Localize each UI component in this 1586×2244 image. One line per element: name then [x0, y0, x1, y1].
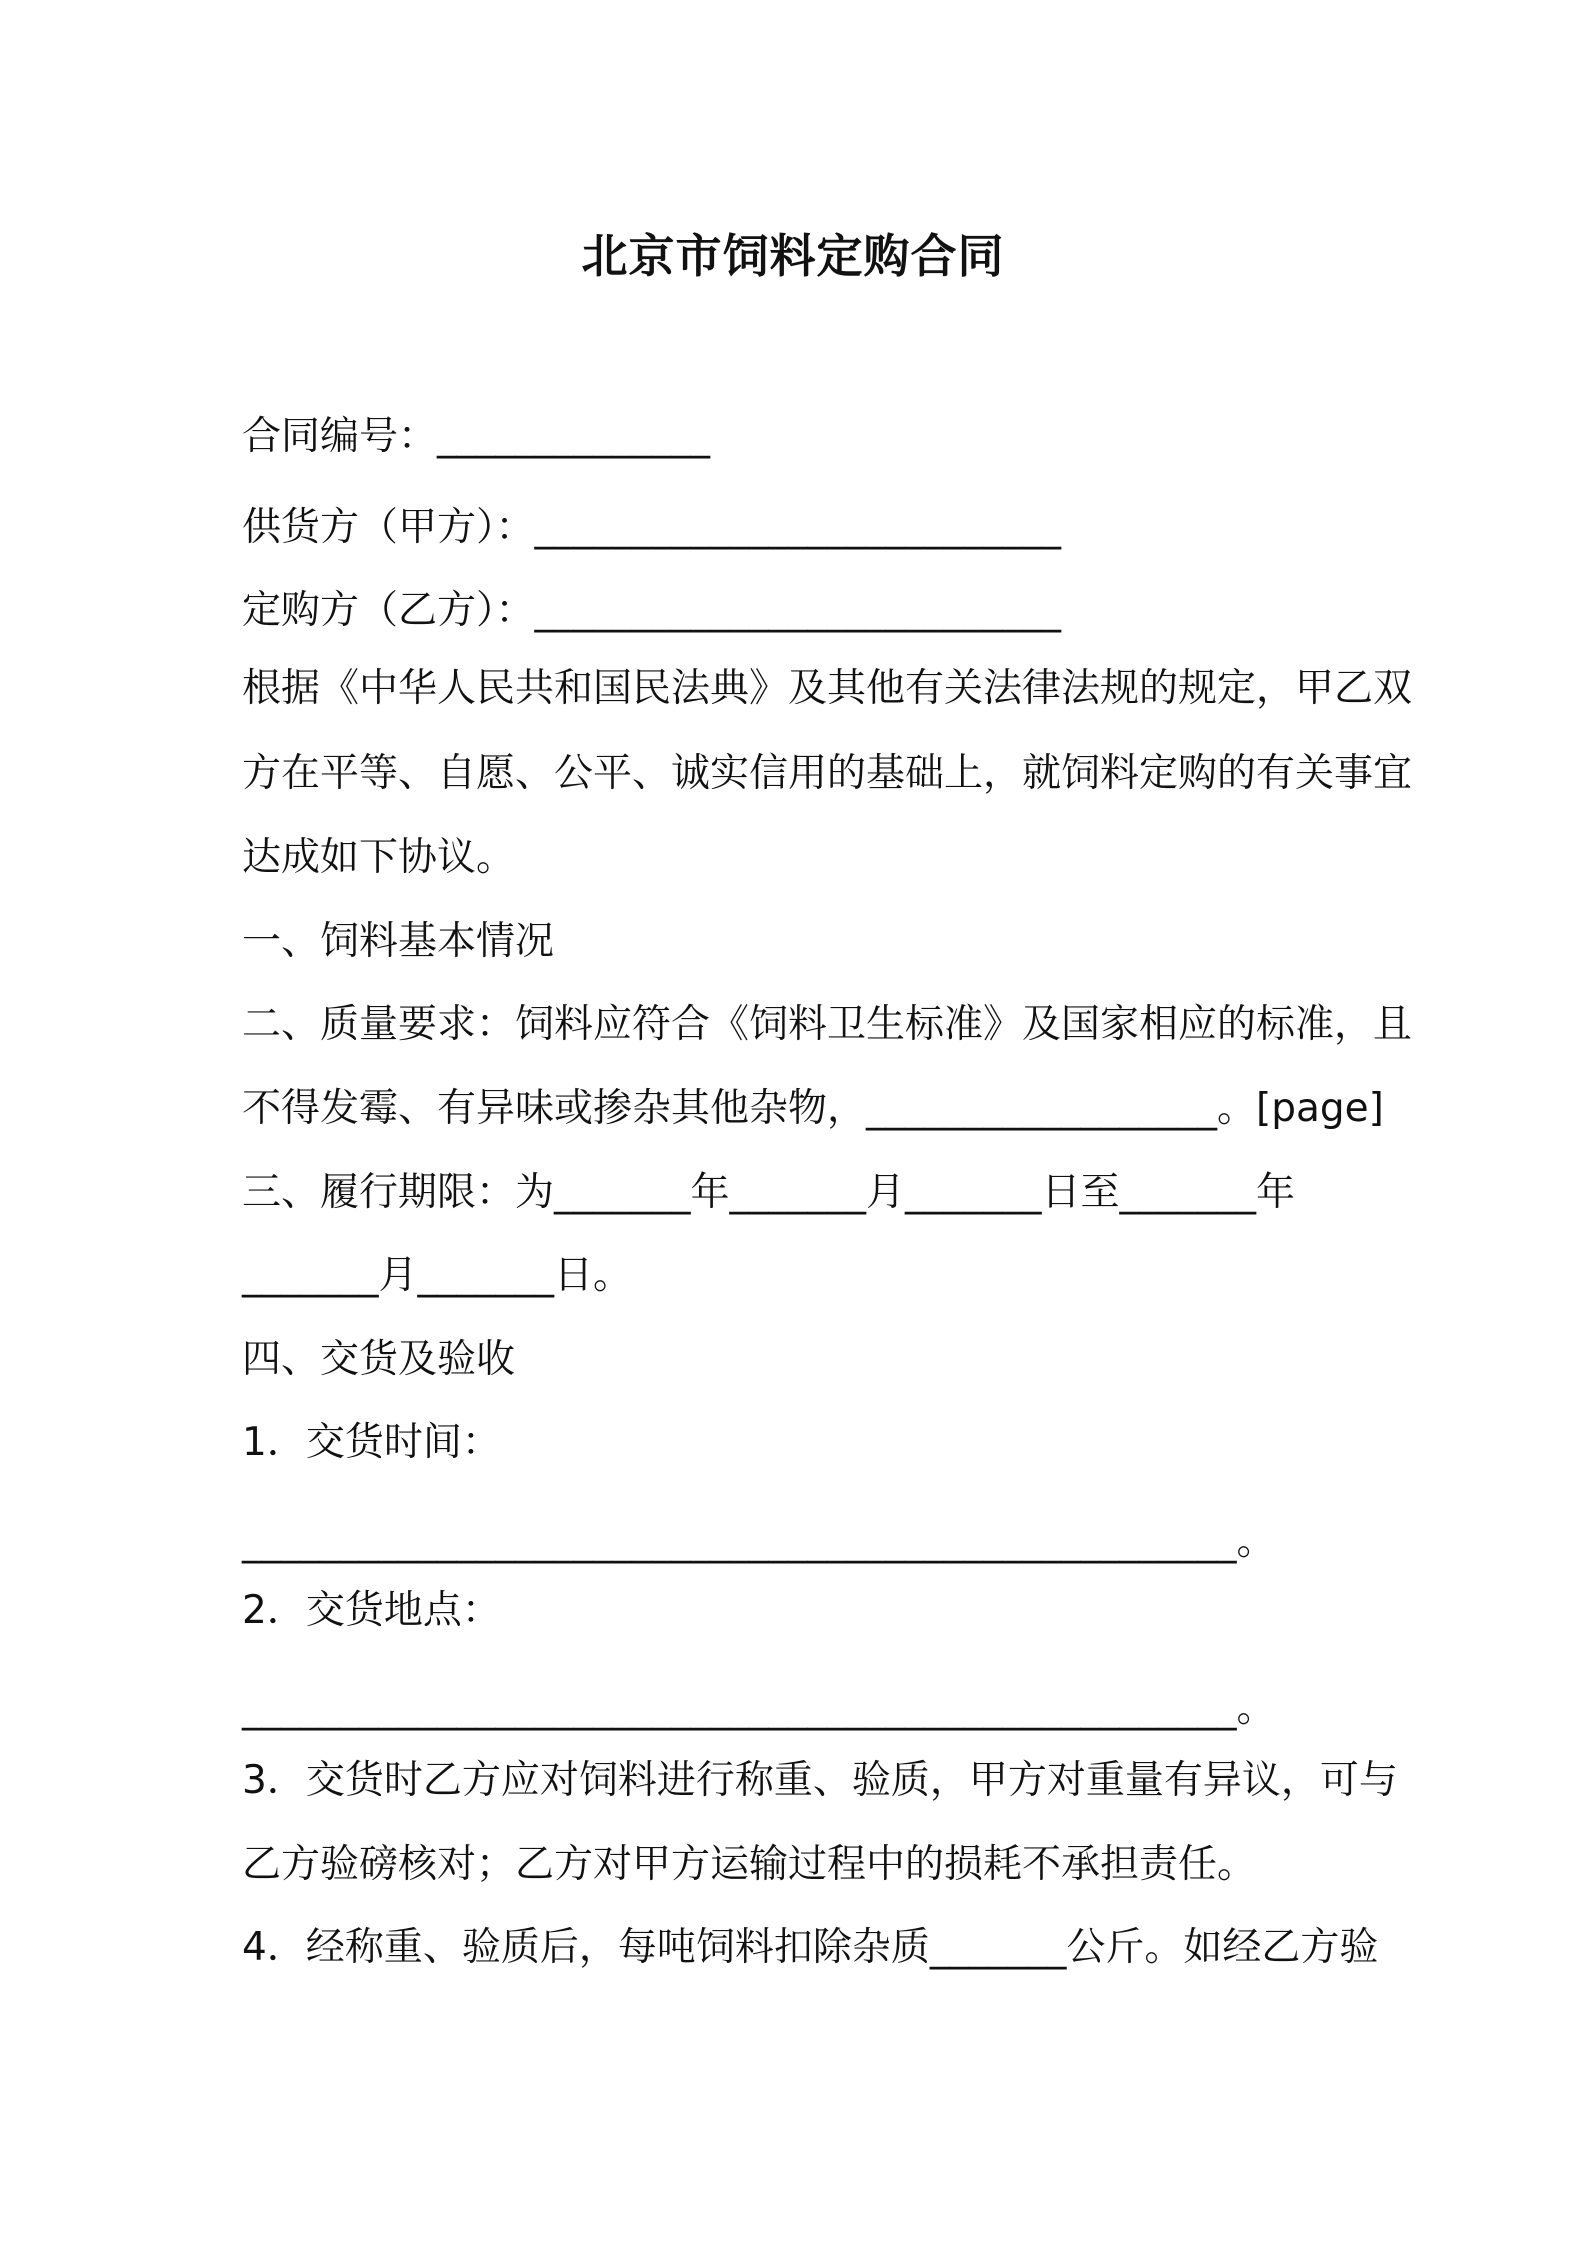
preamble-line-3: 达成如下协议。 — [242, 835, 516, 880]
section-1-heading: 一、饲料基本情况 — [242, 919, 555, 964]
purchaser-line: 定购方（乙方）：___________________________ — [242, 588, 1062, 633]
section-3-line-1: 三、履行期限：为_______年_______月_______日至_______年 — [242, 1170, 1296, 1215]
supplier-line: 供货方（甲方）：___________________________ — [242, 505, 1062, 550]
delivery-place-blank: ___________________________________________________。 — [242, 1686, 1276, 1731]
document-title: 北京市饲料定购合同 — [581, 229, 1005, 283]
delivery-time-label: 1．交货时间： — [242, 1420, 501, 1465]
contract-number-line: 合同编号：______________ — [242, 414, 711, 459]
delivery-place-label: 2．交货地点： — [242, 1588, 501, 1633]
delivery-time-blank: ___________________________________________________。 — [242, 1519, 1276, 1564]
clause-4-line-1: 4．经称重、验质后，每吨饲料扣除杂质_______公斤。如经乙方验 — [242, 1925, 1379, 1970]
clause-3-line-2: 乙方验磅核对；乙方对甲方运输过程中的损耗不承担责任。 — [242, 1842, 1257, 1887]
section-2-line-1: 二、质量要求：饲料应符合《饲料卫生标准》及国家相应的标准，且 — [242, 1002, 1413, 1047]
section-2-line-2: 不得发霉、有异味或掺杂其他杂物，__________________。[page] — [242, 1086, 1384, 1131]
section-3-line-2: _______月_______日。 — [242, 1253, 633, 1298]
section-4-heading: 四、交货及验收 — [242, 1337, 516, 1382]
preamble-line-1: 根据《中华人民共和国民法典》及其他有关法律法规的规定，甲乙双 — [242, 666, 1413, 711]
preamble-line-2: 方在平等、自愿、公平、诚实信用的基础上，就饲料定购的有关事宜 — [242, 751, 1413, 796]
clause-3-line-1: 3．交货时乙方应对饲料进行称重、验质，甲方对重量有异议，可与 — [242, 1758, 1398, 1803]
